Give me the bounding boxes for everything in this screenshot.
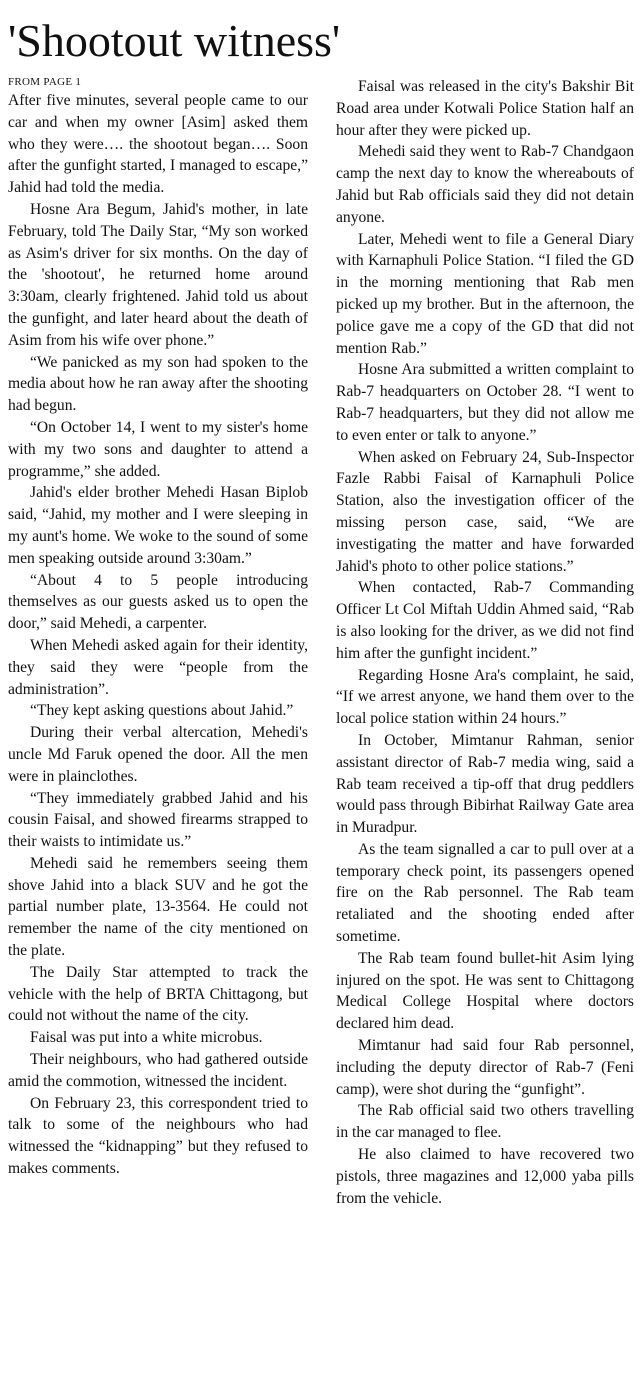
paragraph: “We panicked as my son had spoken to the media about how he ran away after the shooting had begun. xyxy=(8,353,308,415)
paragraph: In October, Mimtanur Rahman, senior assistant director of Rab-7 media wing, said a Rab team received a tip-off that drug peddlers would pass through Bibirhat Railway Gate area in Muradpur. xyxy=(336,731,634,837)
paragraph: Faisal was released in the city's Bakshir Bit Road area under Kotwali Police Station half an hour after they were picked up. xyxy=(336,78,634,139)
paragraph: On February 23, this correspondent tried to talk to some of the neighbours who had witnessed the “kidnapping” but they refused to makes comments. xyxy=(8,1094,308,1178)
right-column xyxy=(336,76,634,1209)
paragraph: When asked on February 24, Sub-Inspector Fazle Rabbi Faisal of Karnaphuli Police Station, also the investigation officer of the missing person case, said, “We are investigating the matter and have forwarded Jahid's photo to other police stations.” xyxy=(336,448,634,575)
paragraph: Later, Mehedi went to file a General Diary with Karnaphuli Police Station. “I filed the GD in the morning mentioning that Rab men picked up my brother. But in the afternoon, the police gave me a copy of the GD that did not mention Rab.” xyxy=(336,230,634,357)
paragraph: As the team signalled a car to pull over at a temporary check point, its passengers opened fire on the Rab personnel. The Rab team retaliated and the shooting ended after sometime. xyxy=(336,840,634,946)
kicker: FROM PAGE 1 xyxy=(8,76,82,88)
paragraph: “About 4 to 5 people introducing themselves as our guests asked us to open the door,” said Mehedi, a carpenter. xyxy=(8,571,308,633)
headline: 'Shootout witness' xyxy=(8,15,341,66)
paragraph: The Rab official said two others travelling in the car managed to flee. xyxy=(336,1102,634,1142)
paragraph: “On October 14, I went to my sister's home with my two sons and daughter to attend a programme,” she added. xyxy=(8,418,308,480)
paragraph: Hosne Ara submitted a written complaint to Rab-7 headquarters on October 28. “I went to Rab-7 headquarters, but they did not allow me to even enter or talk to anyone.” xyxy=(336,361,634,444)
paragraph: When contacted, Rab-7 Commanding Officer Lt Col Miftah Uddin Ahmed said, “Rab is also looking for the driver, as we did not find him after the gunfight incident.” xyxy=(336,579,634,662)
paragraph: Mehedi said they went to Rab-7 Chandgaon camp the next day to know the whereabouts of Jahid but Rab officials said they did not detain anyone. xyxy=(336,143,634,226)
paragraph: Jahid's elder brother Mehedi Hasan Biplob said, “Jahid, my mother and I were sleeping in my aunt's home. We woke to the sound of some men speaking outside around 3:30am.” xyxy=(8,484,308,567)
paragraph: Regarding Hosne Ara's complaint, he said, “If we arrest anyone, we hand them over to the local police station within 24 hours.” xyxy=(336,666,634,728)
paragraph: “They kept asking questions about Jahid.” xyxy=(30,702,294,720)
paragraph: “They immediately grabbed Jahid and his cousin Faisal, and showed firearms strapped to their waists to intimidate us.” xyxy=(8,789,308,851)
left-column xyxy=(8,76,308,1209)
paragraph: The Daily Star attempted to track the vehicle with the help of BRTA Chittagong, but could not without the name of the city. xyxy=(8,963,308,1025)
paragraph: Mehedi said he remembers seeing them shove Jahid into a black SUV and he got the partial number plate, 13-3564. He could not remember the name of the city mentioned on the plate. xyxy=(8,854,308,960)
paragraph: The Rab team found bullet-hit Asim lying injured on the spot. He was sent to Chittagong Medical College Hospital where doctors declared him dead. xyxy=(336,949,634,1033)
paragraph: When Mehedi asked again for their identity, they said they were “people from the administration”. xyxy=(8,636,308,698)
paragraph: Hosne Ara Begum, Jahid's mother, in late February, told The Daily Star, “My son worked as Asim's driver for six months. On the day of the 'shootout', he returned home around 3:30am, clearly frightened. Jahid told us about the gunfight, and later heard about the death of Asim from his wife over phone.” xyxy=(8,200,308,349)
article-body xyxy=(8,76,634,1209)
paragraph: After five minutes, several people came to our car and when my owner [Asim] asked them who they were…. the shootout began…. Soon after the gunfight started, I managed to escape,” Jahid had told the media. xyxy=(8,92,308,197)
paragraph: Their neighbours, who had gathered outside amid the commotion, witnessed the incident. xyxy=(8,1051,308,1090)
paragraph: During their verbal altercation, Mehedi's uncle Md Faruk opened the door. All the men were in plainclothes. xyxy=(8,724,308,785)
paragraph: Faisal was put into a white microbus. xyxy=(30,1029,263,1047)
paragraph: Mimtanur had said four Rab personnel, including the deputy director of Rab-7 (Feni camp), were shot during the “gunfight”. xyxy=(336,1037,634,1098)
paragraph: He also claimed to have recovered two pistols, three magazines and 12,000 yaba pills from the vehicle. xyxy=(336,1146,634,1207)
